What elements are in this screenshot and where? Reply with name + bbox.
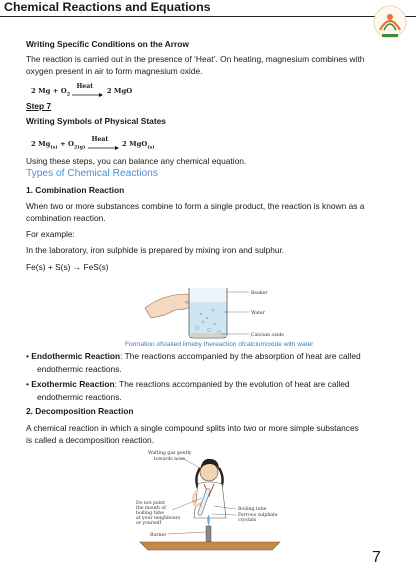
figure-label: at your neighbours	[136, 516, 181, 521]
paragraph-line: When two or more substances combine to form a single product, the reaction is known as a	[26, 201, 365, 211]
types-heading: Types of Chemical Reactions	[26, 168, 158, 179]
paragraph-line: Using these steps, you can balance any chemical equation.	[26, 156, 247, 166]
figure-label: towards nose	[154, 457, 186, 462]
table	[140, 542, 280, 550]
arrow-condition-label: Heat	[76, 83, 94, 90]
reaction-arrow	[72, 85, 104, 97]
section-heading-states: Writing Symbols of Physical States	[26, 116, 166, 126]
paragraph-line: is called a decomposition reaction.	[26, 435, 155, 445]
bullet-continuation: endothermic reactions.	[37, 392, 122, 402]
figure-label: Burner	[150, 533, 167, 538]
equation-right: 2 MgO	[106, 87, 133, 95]
figure-caption: Formation ofslaked limeby thereaction ofcalciumoxide with water	[125, 341, 314, 348]
equation-left: 2 $Mg + O_2$	[31, 87, 71, 98]
school-logo-icon	[372, 4, 408, 44]
reaction-arrow	[88, 138, 120, 150]
page-header	[0, 0, 416, 17]
bullet-term: Exothermic Reaction	[31, 379, 115, 389]
figure-label: the mouth of	[136, 506, 166, 511]
bullet-endothermic: • Endothermic Reaction: The reactions accompanied by the absorption of heat are called	[26, 351, 361, 361]
figure-label-water: Water	[251, 311, 265, 316]
chapter-title: Chemical Reactions and Equations	[4, 0, 211, 14]
paragraph-line: combination reaction.	[26, 213, 106, 223]
bullet-term: Endothermic Reaction	[31, 351, 121, 361]
figure-label: or yourself	[136, 521, 162, 526]
arrow-condition-label: Heat	[91, 136, 109, 143]
decomposition-heading: 2. Decomposition Reaction	[26, 406, 134, 416]
equation-with-states: 2 $Mg_{(s)} + O_{2(g)}$ Heat 2 MgO$_{(s)}$	[31, 136, 155, 151]
paragraph-line: In the laboratory, iron sulphide is prepared by mixing iron and sulphur.	[26, 245, 285, 255]
paragraph-line: A chemical reaction in which a single compound splits into two or more simple substances	[26, 423, 359, 433]
figure-label: crystals	[238, 518, 257, 523]
calcium-oxide-layer	[191, 333, 225, 337]
chemical-equation: Fe(s) + S(s) → FeS(s)	[26, 262, 109, 272]
figure-label-calcium-oxide: Calcium oxide	[251, 333, 285, 338]
paragraph-line: The reaction is carried out in the presence of ‘Heat’. On heating, magnesium combines with	[26, 54, 365, 64]
figure-label: boiling tube	[136, 511, 164, 516]
burner	[206, 526, 211, 542]
figure-label: Ferrous sulphate	[238, 513, 278, 518]
water-fill	[190, 302, 227, 337]
page-number: 7	[372, 549, 381, 566]
decomposition-figure	[130, 448, 290, 554]
beaker-figure	[145, 280, 285, 340]
figure-label-beaker: Beaker	[251, 291, 268, 296]
bullet-exothermic: • Exothermic Reaction: The reactions accompanied by the evolution of heat are called	[26, 379, 350, 389]
step-label: Step 7	[26, 101, 52, 111]
figure-label: Do not point	[136, 501, 165, 506]
paragraph-line: oxygen present in air to form magnesium oxide.	[26, 66, 203, 76]
example-label: For example:	[26, 229, 75, 239]
bullet-continuation: endothermic reactions.	[37, 364, 122, 374]
figure-label: Boiling tube	[238, 507, 267, 512]
section-heading-conditions: Writing Specific Conditions on the Arrow	[26, 39, 189, 49]
equation-mg-heat	[31, 85, 132, 97]
figure-label: Wafting gas gently	[148, 451, 192, 456]
combination-heading: 1. Combination Reaction	[26, 185, 125, 195]
